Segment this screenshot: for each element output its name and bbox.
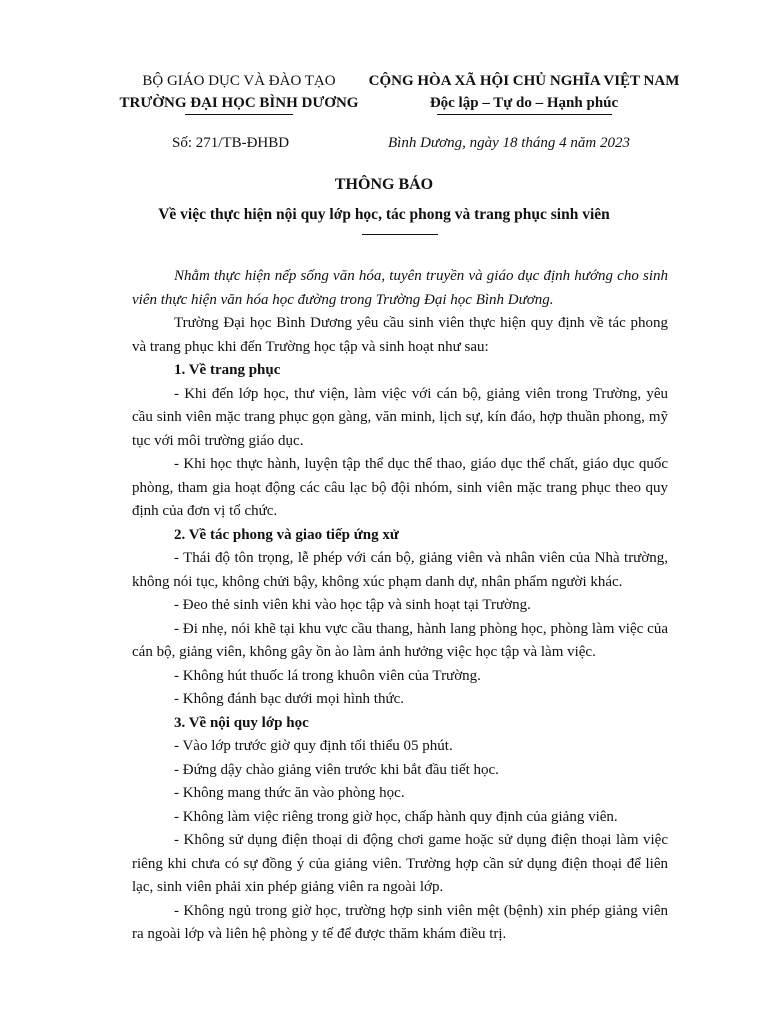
intro-paragraph: Nhằm thực hiện nếp sống văn hóa, tuyên truyền và giáo dục định hướng cho sinh viên thực hiện văn hóa học đường trong Trường Đại học Bình Dương. [132,268,668,308]
section-heading-class-rules: 3. Về nội quy lớp học [174,714,309,731]
document-title: THÔNG BÁO [334,176,434,193]
ministry-name: BỘ GIÁO DỤC VÀ ĐÀO TẠO [142,73,336,89]
list-item: - Khi học thực hành, luyện tập thể dục thể thao, giáo dục thể chất, giáo dục quốc phòng, tham gia hoạt động các câu lạc bộ đội nhóm, sinh viên mặc trang phục theo quy định của đơn vị tổ chức. [132,456,668,519]
list-item: - Đi nhẹ, nói khẽ tại khu vực cầu thang, hành lang phòng học, phòng làm việc của cán bộ, giảng viên, không gây ồn ào làm ảnh hưởng việc học tập và làm việc. [132,620,668,660]
lead-paragraph: Trường Đại học Bình Dương yêu cầu sinh viên thực hiện quy định về tác phong và trang phục khi đến Trường học tập và sinh hoạt như sau: [132,315,668,355]
issuer-underline [185,114,293,115]
subject-divider [362,234,438,235]
list-item: - Thái độ tôn trọng, lễ phép với cán bộ, giảng viên và nhân viên của Nhà trường, không nói tục, không chửi bậy, không xúc phạm danh dự, nhân phẩm người khác. [132,550,668,590]
nation-block [350,70,698,115]
university-name: TRƯỜNG ĐẠI HỌC BÌNH DƯƠNG [119,95,359,111]
list-item: - Đứng dậy chào giảng viên trước khi bắt đầu tiết học. [174,761,499,778]
list-item: - Không mang thức ăn vào phòng học. [174,785,405,801]
motto-underline [437,114,612,115]
list-item: - Không hút thuốc lá trong khuôn viên của Trường. [174,667,481,684]
list-item: - Không đánh bạc dưới mọi hình thức. [174,691,404,707]
document-number: Số: 271/TB-ĐHBD [172,135,290,151]
list-item: - Khi đến lớp học, thư viện, làm việc với cán bộ, giảng viên trong Trường, yêu cầu sinh viên mặc trang phục gọn gàng, văn minh, lịch sự, kín đáo, hợp thuần phong, mỹ tục với môi trường giáo dục. [132,385,668,449]
place-date: Bình Dương, ngày 18 tháng 4 năm 2023 [388,135,631,151]
nation-name: CỘNG HÒA XÃ HỘI CHỦ NGHĨA VIỆT NAM [368,73,680,89]
list-item: - Đeo thẻ sinh viên khi vào học tập và sinh hoạt tại Trường. [174,597,531,613]
document-body [132,265,668,947]
list-item: - Không ngủ trong giờ học, trường hợp sinh viên mệt (bệnh) xin phép giảng viên ra ngoài lớp và liên hệ phòng y tế để được thăm khám điều trị. [132,902,668,942]
list-item: - Không sử dụng điện thoại di động chơi game hoặc sử dụng điện thoại làm việc riêng khi chưa có sự đồng ý của giảng viên. Trường hợp cần sử dụng điện thoại để liên lạc, sinh viên phải xin phép giảng viên ra ngoài lớp. [132,832,668,895]
list-item: - Vào lớp trước giờ quy định tối thiểu 05 phút. [174,738,453,754]
section-heading-attire: 1. Về trang phục [174,362,281,378]
document-subject: Về việc thực hiện nội quy lớp học, tác phong và trang phục sinh viên [158,206,610,223]
section-heading-conduct: 2. Về tác phong và giao tiếp ứng xử [174,526,399,543]
national-motto: Độc lập – Tự do – Hạnh phúc [429,95,619,111]
list-item: - Không làm việc riêng trong giờ học, chấp hành quy định của giảng viên. [174,808,618,825]
issuer-block [104,70,374,115]
